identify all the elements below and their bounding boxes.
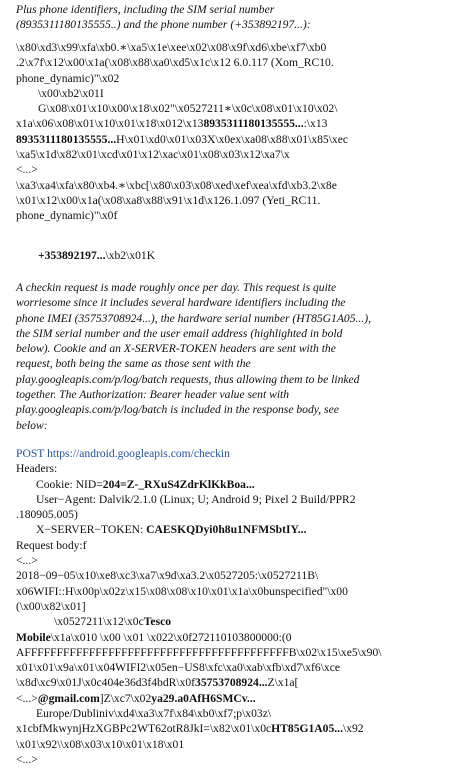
body-line: (\x00\x82\x01]	[16, 599, 86, 613]
user-agent-cont: .180905.005)	[16, 508, 78, 522]
dump-line: 8935311180135555...H\x01\xd0\x01\x03X\x0ex\xa08\x88\x01\x85\xec	[16, 132, 349, 146]
body-line: <...>@gmail.com]Z\xc7\x02ya29.a0AfH6SMCv...	[16, 691, 256, 705]
para-line: below:	[16, 418, 48, 432]
dump-line: \xa3\xa4\xfa\x80\xb4.∗\xbc[\x80\x03\x08\xed\xef\xea\xfd\xb3.2\x8e	[16, 178, 337, 192]
body-line: \x0527211\x12\x0cTesco	[54, 615, 172, 629]
intro-line: (8935311180135555..) and the phone number (+353892197...):	[16, 18, 311, 32]
body-line: \x01\x92\\x08\x03\x10\x01\x18\x01	[16, 737, 185, 751]
para-line: play.googleapis.com/p/log/batch requests, thus allowing them to be linked	[16, 372, 360, 386]
body-line: x06WIFI::H\x00p\x02z\x15\x08\x08\x10\x01\x1a\x0bunspecified"\x00	[16, 584, 348, 598]
server-token-value: CAESKQDyi0h8u1NFMSbtIY...	[146, 523, 307, 537]
post-line	[16, 446, 456, 461]
server-token-header: X−SERVER−TOKEN: CAESKQDyi0h8u1NFMSbtIY...	[36, 523, 307, 537]
body-line: Europe/Dubliniv\xd4\xa3\x7f\x84\xb0\xf7;p\x03z\	[36, 707, 272, 721]
ellipsis: <...>	[16, 752, 38, 766]
body-line: x01\x01\x9a\x01\x04WIFI2\x05en−US8\xfc\xa0\xab\xfb\xd7\xf6\xce	[16, 661, 341, 675]
intro-text	[16, 2, 456, 33]
body-line: 2018−09−05\x10\xe8\xc3\xa7\x9d\xa3.2\x0527205:\x0527211B\	[16, 569, 319, 583]
user-agent-header: User−Agent: Dalvik/2.1.0 (Linux; U; Android 9; Pixel 2 Build/PPR2	[36, 492, 356, 506]
carrier-name: Mobile	[16, 630, 51, 644]
headers-label: Headers:	[16, 462, 58, 476]
email-value: @gmail.com	[37, 691, 100, 705]
dump-line: x1a\x06\x08\x01\x10\x01\x18\x012\x138935311180135555...:\x13	[16, 117, 328, 131]
phone-number: +353892197...	[38, 249, 106, 262]
dump-line: \x80\xd3\x99\xfa\xb0.∗\xa5\x1e\xee\x02\x08\x9f\xd6\xbe\xf7\xb0	[16, 41, 327, 54]
cookie-header: Cookie: NID=204=Z-_RXuS4ZdrKlKkBoa...	[36, 477, 255, 491]
para-line: request, both being the same as those sent with the	[16, 357, 251, 371]
cookie-value: 204=Z-_RXuS4ZdrKlKkBoa...	[102, 477, 255, 491]
dump-line: \xa5\x1d\x82\x01\xcd\x01\x12\xac\x01\x08\x03\x12\xa7\x	[16, 148, 290, 162]
description-paragraph	[16, 280, 456, 433]
para-line: phone IMEI (35753708924...), the hardware serial number (HT85G1A05...),	[16, 311, 371, 325]
dump-line: .2\x7f\x12\x00\x1a(\x08\x88\xa0\xd5\x1c\x12 6.0.117 (Xom_RC10.	[16, 56, 334, 70]
checkin-dump-1	[16, 40, 456, 224]
dump-line: phone_dynamic)"\x0f	[16, 209, 118, 223]
para-line: worriesome since it includes several hardware identifiers including the	[16, 296, 346, 310]
dump-line: G\x08\x01\x10\x00\x18\x02"\x0527211∗\x0c\x08\x01\x10\x02\	[38, 102, 338, 116]
carrier-name: Tesco	[143, 615, 172, 629]
intro-line: Plus phone identifiers, including the SIM serial number	[16, 3, 275, 16]
http-method: POST	[16, 447, 45, 460]
body-line: x1cbfMkwynjHzXGBPc2WT62otR8JkI=\x82\x01\x0cHT85G1A05...\x92	[16, 722, 364, 736]
para-line: below). Cookie and an X-SERVER-TOKEN headers are sent with the	[16, 342, 336, 356]
body-line: Mobile\x1a\x010 \x00 \x01 \x022\x0f272110103800000:(0	[16, 630, 292, 644]
para-line: A checkin request is made roughly once per day. This request is quite	[16, 281, 337, 294]
auth-token-value: ya29.a0AfH6SMCv...	[151, 691, 256, 705]
para-line: play.googleapis.com/p/log/batch is included in the response body, see	[16, 403, 339, 417]
request-body-label: Request body:f	[16, 538, 87, 552]
dump-line: \x01\x12\x00\x1a(\x08\xa8\x88\x91\x1d\x126.1.097 (Yeti_RC11.	[16, 193, 321, 207]
checkin-url[interactable]: https://android.googleapis.com/checkin	[47, 447, 230, 460]
sim-serial: 8935311180135555...	[16, 132, 117, 146]
para-line: together. The Authorization: Bearer header value sent with	[16, 388, 290, 402]
ellipsis: <...>	[16, 554, 38, 568]
dump-line: \x00\xb2\x01I	[38, 86, 104, 100]
checkin-request	[16, 446, 456, 767]
imei-value: 35753708924...	[195, 676, 268, 690]
body-line: AFFFFFFFFFFFFFFFFFFFFFFFFFFFFFFFFFFFFFFFFFB\x02\x15\xe5\x90\	[16, 645, 382, 659]
body-line: \x8d\xc9\x01J\x0c404e36d3f4bdR\x0f35753708924...Z\x1a[	[16, 676, 299, 690]
sim-serial: 8935311180135555...	[203, 117, 304, 131]
ellipsis: <...>	[16, 163, 38, 177]
para-line: the SIM serial number and the user email address (highlighted in bold	[16, 326, 343, 340]
dump-line: phone_dynamic)"\x02	[16, 71, 120, 85]
hardware-serial-value: HT85G1A05...	[271, 722, 343, 736]
phone-number-line: +353892197...\xb2\x01K	[38, 249, 156, 262]
